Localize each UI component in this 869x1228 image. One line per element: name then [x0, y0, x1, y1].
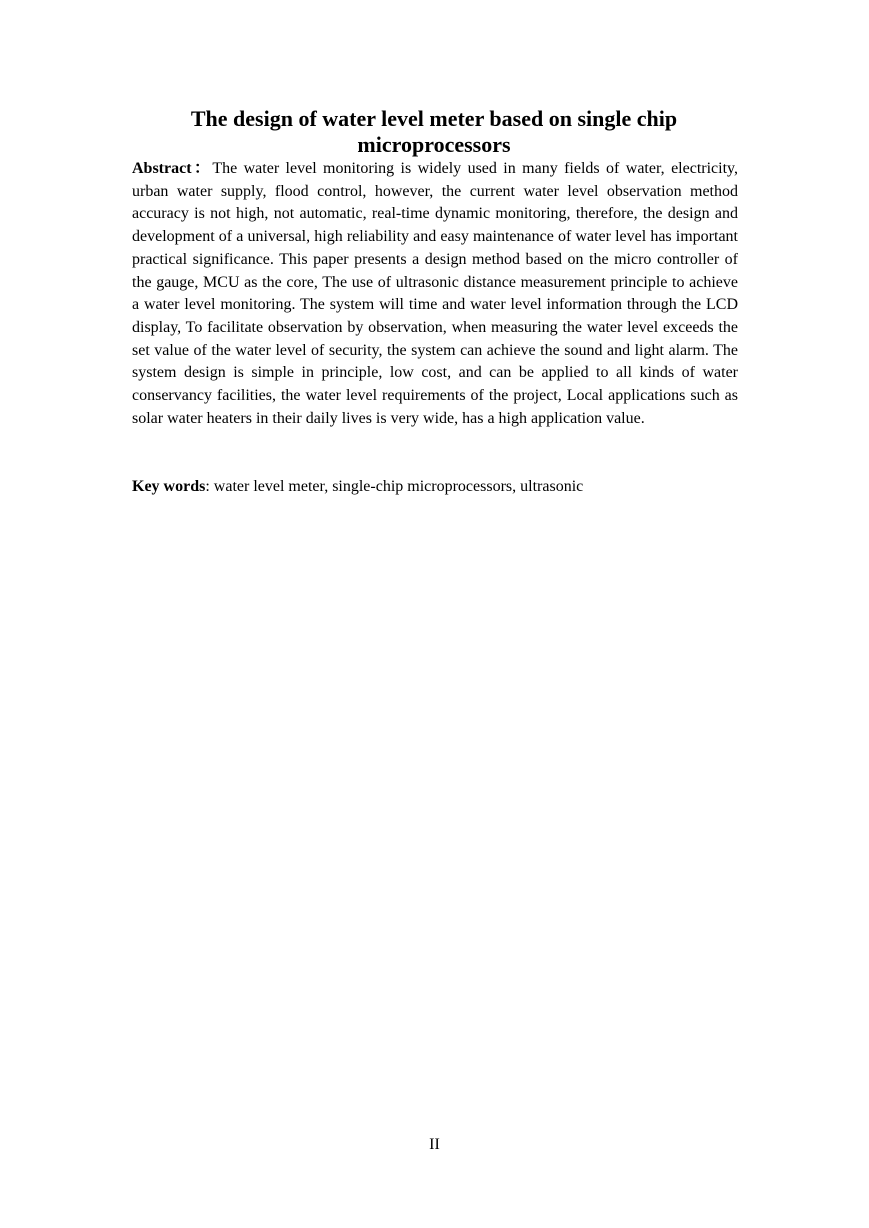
- keywords-text: water level meter, single-chip microprocessors, ultrasonic: [213, 478, 584, 495]
- abstract-label: Abstract：: [132, 160, 213, 177]
- paper-title: The design of water level meter based on single chip microprocessors: [190, 106, 678, 157]
- page-number: II: [429, 1136, 440, 1153]
- keywords-label: Key words: [132, 478, 206, 495]
- abstract-text: The water level monitoring is widely used in many fields of water, electricity, urban water supply, flood control, however, the current water level observation method accuracy is not high, not automatic, real-time dynamic monitoring, therefore, the design and development of a universal, high reliability and easy maintenance of water level has important practical significance. This paper presents a design method based on the micro controller of the gauge, MCU as the core, The use of ultrasonic distance measurement principle to achieve a water level monitoring. The system will time and water level information through the LCD display, To facilitate observation by observation, when measuring the water level exceeds the set value of the water level of security, the system can achieve the sound and light alarm. The system design is simple in principle, low cost, and can be applied to all kinds of water conservancy facilities, the water level requirements of the project, Local applications such as solar water heaters in their daily lives is very wide, has a high application value.: [132, 160, 738, 427]
- keywords-line: [132, 476, 738, 499]
- abstract-paragraph: [132, 158, 738, 430]
- keywords-separator: :: [205, 478, 214, 495]
